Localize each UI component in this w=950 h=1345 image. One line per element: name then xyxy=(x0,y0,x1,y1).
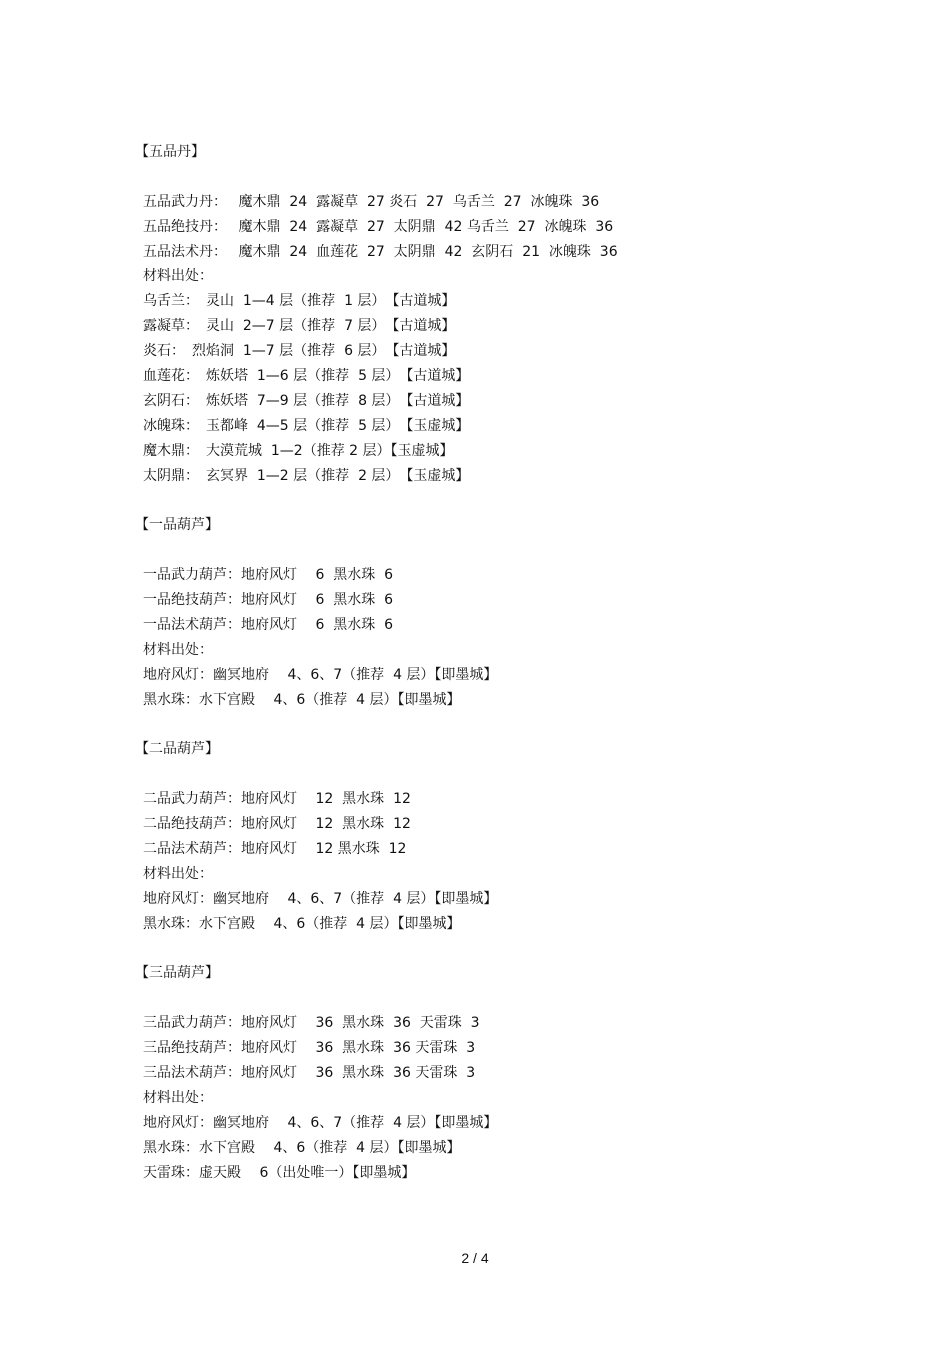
spacer xyxy=(143,937,843,962)
section-title: 【一品葫芦】 xyxy=(135,517,219,534)
spacer xyxy=(143,712,843,737)
document-body xyxy=(135,140,843,1185)
source-line: 冰魄珠： 玉都峰 4—5 层（推荐 5 层） 【玉虚城】 xyxy=(143,417,470,434)
page-number: 2 / 4 xyxy=(461,1250,489,1266)
recipe-line: 三品法术葫芦：地府风灯 36 黑水珠 36 天雷珠 3 xyxy=(143,1064,476,1081)
recipe-line: 一品武力葫芦：地府风灯 6 黑水珠 6 xyxy=(143,567,394,584)
section-title: 【三品葫芦】 xyxy=(135,965,219,982)
source-line: 地府风灯：幽冥地府 4、6、7（推荐 4 层）【即墨城】 xyxy=(143,666,498,683)
source-line: 黑水珠：水下宫殿 4、6（推荐 4 层）【即墨城】 xyxy=(143,1139,461,1156)
source-line: 太阴鼎： 玄冥界 1—2 层（推荐 2 层） 【玉虚城】 xyxy=(143,467,470,484)
source-label: 材料出处： xyxy=(143,865,213,882)
source-line: 血莲花： 炼妖塔 1—6 层（推荐 5 层） 【古道城】 xyxy=(143,368,470,385)
spacer xyxy=(143,986,843,1011)
source-line: 露凝草： 灵山 2—7 层（推荐 7 层） 【古道城】 xyxy=(143,318,456,335)
source-label: 材料出处： xyxy=(143,641,213,658)
spacer xyxy=(143,762,843,787)
recipe-line: 二品绝技葫芦：地府风灯 12 黑水珠 12 xyxy=(143,816,411,833)
source-line: 地府风灯：幽冥地府 4、6、7（推荐 4 层）【即墨城】 xyxy=(143,890,498,907)
source-line: 黑水珠：水下宫殿 4、6（推荐 4 层）【即墨城】 xyxy=(143,691,461,708)
source-line: 黑水珠：水下宫殿 4、6（推荐 4 层）【即墨城】 xyxy=(143,915,461,932)
recipe-line: 五品绝技丹： 魔木鼎 24 露凝草 27 太阴鼎 42 乌舌兰 27 冰魄珠 36 xyxy=(143,218,614,235)
recipe-line: 一品法术葫芦：地府风灯 6 黑水珠 6 xyxy=(143,616,394,633)
spacer xyxy=(143,488,843,513)
source-label: 材料出处： xyxy=(143,1089,213,1106)
recipe-line: 一品绝技葫芦：地府风灯 6 黑水珠 6 xyxy=(143,592,394,609)
recipe-line: 五品法术丹： 魔木鼎 24 血莲花 27 太阴鼎 42 玄阴石 21 冰魄珠 36 xyxy=(143,243,618,260)
recipe-line: 二品法术葫芦：地府风灯 12 黑水珠 12 xyxy=(143,840,407,857)
source-line: 炎石： 烈焰洞 1—7 层（推荐 6 层） 【古道城】 xyxy=(143,343,456,360)
source-line: 魔木鼎： 大漠荒城 1—2（推荐 2 层）【玉虚城】 xyxy=(143,442,454,459)
section-title: 【二品葫芦】 xyxy=(135,741,219,758)
recipe-line: 二品武力葫芦：地府风灯 12 黑水珠 12 xyxy=(143,791,411,808)
source-line: 乌舌兰： 灵山 1—4 层（推荐 1 层） 【古道城】 xyxy=(143,293,456,310)
spacer xyxy=(143,165,843,190)
source-line: 地府风灯：幽冥地府 4、6、7（推荐 4 层）【即墨城】 xyxy=(143,1114,498,1131)
recipe-line: 三品武力葫芦：地府风灯 36 黑水珠 36 天雷珠 3 xyxy=(143,1015,480,1032)
recipe-line: 五品武力丹： 魔木鼎 24 露凝草 27 炎石 27 乌舌兰 27 冰魄珠 36 xyxy=(143,193,600,210)
source-line: 玄阴石： 炼妖塔 7—9 层（推荐 8 层） 【古道城】 xyxy=(143,392,470,409)
source-label: 材料出处： xyxy=(143,268,213,285)
source-line: 天雷珠：虚天殿 6（出处唯一）【即墨城】 xyxy=(143,1164,416,1181)
section-title: 【五品丹】 xyxy=(135,144,205,160)
spacer xyxy=(143,538,843,563)
recipe-line: 三品绝技葫芦：地府风灯 36 黑水珠 36 天雷珠 3 xyxy=(143,1040,476,1057)
